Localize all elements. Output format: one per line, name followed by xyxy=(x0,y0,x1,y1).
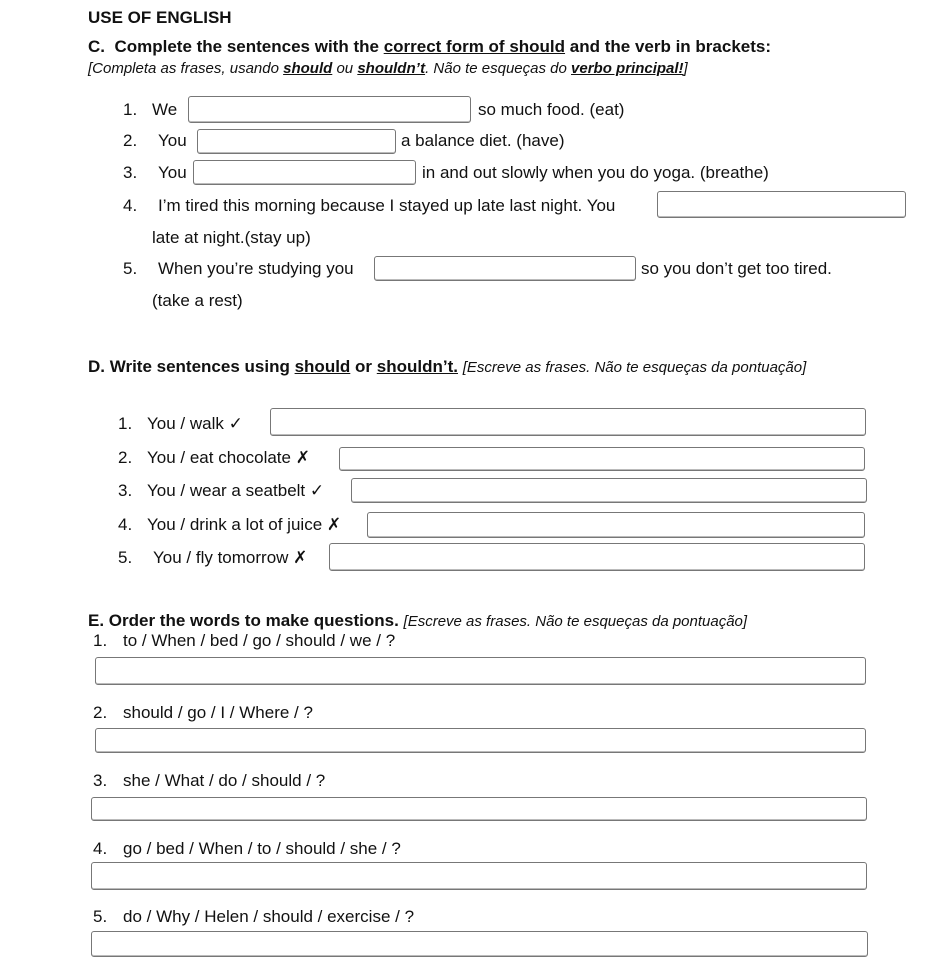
item-text: You / drink a lot of juice ✗ xyxy=(147,515,342,534)
answer-input-e1[interactable] xyxy=(95,657,866,685)
page-title: USE OF ENGLISH xyxy=(88,8,232,27)
answer-input-d1[interactable] xyxy=(270,408,866,436)
item-number: 4. xyxy=(93,839,108,858)
item-number: 3. xyxy=(123,163,138,182)
item-number: 2. xyxy=(118,448,133,467)
heading-text: and the verb in brackets: xyxy=(569,37,772,56)
item-text: should / go / I / Where / ? xyxy=(123,703,313,722)
item-text: to / When / bed / go / should / we / ? xyxy=(123,631,396,650)
heading-underlined: correct form of should xyxy=(383,37,566,56)
item-text: she / What / do / should / ? xyxy=(123,771,326,790)
item-text: We xyxy=(152,100,178,119)
answer-input-c2[interactable] xyxy=(197,129,396,154)
answer-input-e5[interactable] xyxy=(91,931,868,957)
item-number: 5. xyxy=(93,907,108,926)
answer-input-c4[interactable] xyxy=(657,191,906,218)
instr-verbo: verbo principal! xyxy=(571,60,684,77)
answer-input-c1[interactable] xyxy=(188,96,471,123)
item-text: so much food. (eat) xyxy=(478,100,625,119)
section-d-heading xyxy=(88,357,806,378)
answer-input-e4[interactable] xyxy=(91,862,867,890)
item-number: 1. xyxy=(123,100,138,119)
section-e-instruction: [Escreve as frases. Não te esqueças da pontuação] xyxy=(403,613,748,630)
section-c-heading xyxy=(88,37,771,57)
instr-shouldnt: shouldn’t xyxy=(357,60,426,77)
heading-text: E. Order the words to make questions. xyxy=(88,611,399,630)
section-d-instruction: [Escreve as frases. Não te esqueças da pontuação] xyxy=(462,359,807,376)
heading-text: D. Write sentences using xyxy=(88,357,290,376)
item-number: 2. xyxy=(93,703,108,722)
item-text: late at night.(stay up) xyxy=(152,228,311,247)
heading-shouldnt: shouldn’t. xyxy=(376,357,458,376)
answer-input-d2[interactable] xyxy=(339,447,865,471)
item-number: 1. xyxy=(118,414,133,433)
answer-input-d5[interactable] xyxy=(329,543,865,571)
instr-should: should xyxy=(283,60,333,77)
item-text: so you don’t get too tired. xyxy=(641,259,832,278)
item-number: 5. xyxy=(118,548,133,567)
item-text: You / wear a seatbelt ✓ xyxy=(147,481,325,500)
instr: ] xyxy=(683,60,688,77)
item-text: I’m tired this morning because I stayed up late last night. You xyxy=(158,196,616,215)
instr: ou xyxy=(336,60,354,77)
item-text: go / bed / When / to / should / she / ? xyxy=(123,839,401,858)
item-number: 4. xyxy=(118,515,133,534)
heading-text: or xyxy=(355,357,373,376)
section-c-instruction xyxy=(88,59,688,79)
section-e-heading xyxy=(88,611,747,632)
item-text: You xyxy=(158,131,187,150)
item-number: 3. xyxy=(118,481,133,500)
heading-text: Complete the sentences with the xyxy=(114,37,379,56)
heading-should: should xyxy=(294,357,351,376)
item-number: 1. xyxy=(93,631,108,650)
item-number: 2. xyxy=(123,131,138,150)
item-number: 3. xyxy=(93,771,108,790)
item-text: (take a rest) xyxy=(152,291,243,310)
answer-input-d4[interactable] xyxy=(367,512,865,538)
answer-input-d3[interactable] xyxy=(351,478,867,503)
item-text: You / walk ✓ xyxy=(147,414,243,433)
instr: [Completa as frases, usando xyxy=(88,60,279,77)
item-text: When you’re studying you xyxy=(158,259,354,278)
item-number: 5. xyxy=(123,259,138,278)
instr: . Não te esqueças do xyxy=(425,60,567,77)
answer-input-e2[interactable] xyxy=(95,728,866,753)
item-text: You xyxy=(158,163,187,182)
answer-input-c3[interactable] xyxy=(193,160,416,185)
item-text: in and out slowly when you do yoga. (breathe) xyxy=(422,163,769,182)
answer-input-e3[interactable] xyxy=(91,797,867,821)
item-number: 4. xyxy=(123,196,138,215)
answer-input-c5[interactable] xyxy=(374,256,636,281)
item-text: do / Why / Helen / should / exercise / ? xyxy=(123,907,415,926)
item-text: You / fly tomorrow ✗ xyxy=(153,548,308,567)
item-text: You / eat chocolate ✗ xyxy=(147,448,310,467)
section-letter: C. xyxy=(88,37,105,56)
item-text: a balance diet. (have) xyxy=(401,131,565,150)
